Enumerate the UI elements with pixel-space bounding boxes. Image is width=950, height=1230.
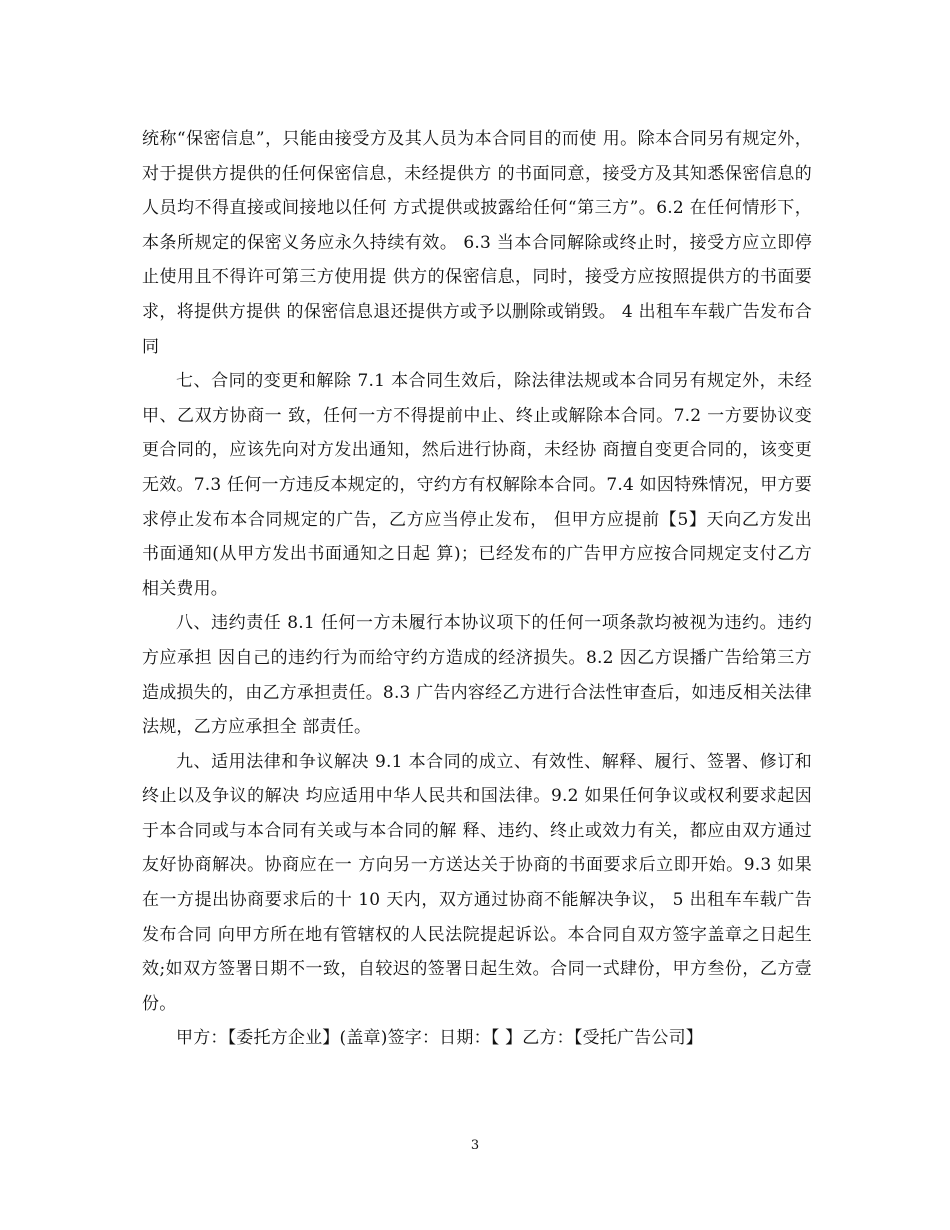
page-number: 3: [470, 1138, 480, 1153]
paragraph-confidentiality: 统称“保密信息”，只能由接受方及其人员为本合同目的而使 用。除本合同另有规定外，对于提供方提供的任何保密信息，未经提供方 的书面同意，接受方及其知悉保密信息的人员均不得直接或间接地以任何 方式提供或披露给任何“第三方”。6.2 在任何情形下，本条所规定的保密义务应永久持续有效。 6.3 当本合同解除或终止时，接受方应立即停止使用且不得许可第三方使用提 供方的保密信息，同时，接受方应按照提供方的书面要求，将提供方提供 的保密信息退还提供方或予以删除或销毁。 4 出租车车载广告发布合同: [142, 129, 812, 357]
document-body: [142, 122, 812, 1056]
paragraph-signatures: 甲方：【委托方企业】(盖章)签字：日期：【 】乙方：【受托广告公司】: [176, 1028, 703, 1049]
paragraph-applicable-law: 九、适用法律和争议解决 9.1 本合同的成立、有效性、解释、履行、签署、修订和终止以及争议的解决 均应适用中华人民共和国法律。9.2 如果任何争议或权利要求起因于本合同或与本合同有关或与本合同的解 释、违约、终止或效力有关，都应由双方通过友好协商解决。协商应在一 方向另一方送达关于协商的书面要求后立即开始。9.3 如果在一方提出协商要求后的十 10 天内，双方通过协商不能解决争议， 5 出租车车载广告发布合同 向甲方所在地有管辖权的人民法院提起诉讼。本合同自双方签字盖章之日起生效;如双方签署日期不一致，自较迟的签署日起生效。合同一式肆份，甲方叁份，乙方壹份。: [142, 751, 812, 1014]
paragraph-contract-modification: 七、合同的变更和解除 7.1 本合同生效后，除法律法规或本合同另有规定外，未经甲、乙双方协商一 致，任何一方不得提前中止、终止或解除本合同。7.2 一方要协议变更合同的，应该先向对方发出通知，然后进行协商，未经协 商擅自变更合同的，该变更无效。7.3 任何一方违反本规定的，守约方有权解除本合同。7.4 如因特殊情况，甲方要求停止发布本合同规定的广告，乙方应当停止发布， 但甲方应提前【5】天向乙方发出书面通知(从甲方发出书面通知之日起 算)；已经发布的广告甲方应按合同规定支付乙方相关费用。: [142, 371, 812, 599]
paragraph-breach-liability: 八、违约责任 8.1 任何一方未履行本协议项下的任何一项条款均被视为违约。违约方应承担 因自己的违约行为而给守约方造成的经济损失。8.2 因乙方误播广告给第三方造成损失的，由乙方承担责任。8.3 广告内容经乙方进行合法性审查后，如违反相关法律法规，乙方应承担全 部责任。: [142, 613, 812, 738]
